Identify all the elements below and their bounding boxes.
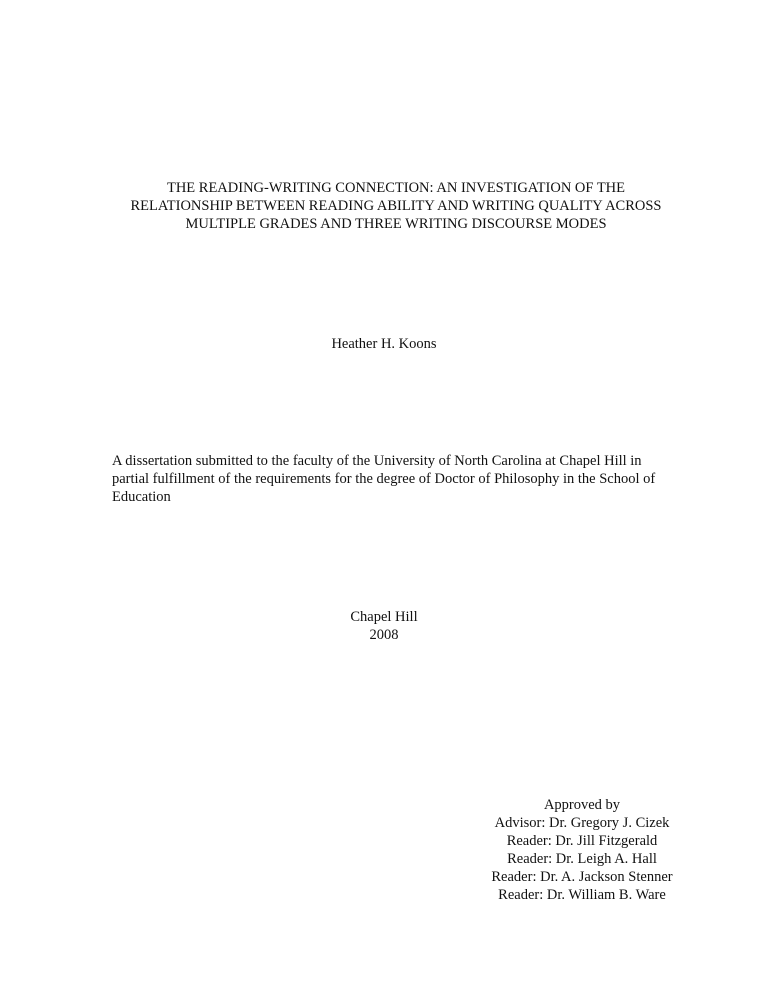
committee-member-reader: Reader: Dr. William B. Ware <box>498 887 666 903</box>
approval-block <box>470 796 694 904</box>
committee-member-reader: Reader: Dr. Jill Fitzgerald <box>506 833 658 849</box>
committee-member-advisor: Advisor: Dr. Gregory J. Cizek <box>494 815 670 831</box>
committee-member-reader: Reader: Dr. A. Jackson Stenner <box>491 869 673 885</box>
place-and-year <box>0 608 768 644</box>
author-name: Heather H. Koons <box>331 336 437 352</box>
statement-line: Education <box>112 489 171 505</box>
submission-statement <box>112 452 692 506</box>
title-line: RELATIONSHIP BETWEEN READING ABILITY AND WRITING QUALITY ACROSS <box>130 198 662 214</box>
title-line: MULTIPLE GRADES AND THREE WRITING DISCOURSE MODES <box>185 216 607 232</box>
dissertation-title <box>100 179 692 233</box>
statement-line: A dissertation submitted to the faculty of the University of North Carolina at Chapel Hill in <box>112 453 642 469</box>
approval-heading: Approved by <box>543 797 621 813</box>
statement-line: partial fulfillment of the requirements for the degree of Doctor of Philosophy in the School of <box>112 471 656 487</box>
year: 2008 <box>369 627 399 643</box>
title-line: THE READING-WRITING CONNECTION: AN INVESTIGATION OF THE <box>166 180 626 196</box>
committee-member-reader: Reader: Dr. Leigh A. Hall <box>507 851 657 867</box>
place: Chapel Hill <box>350 609 418 625</box>
